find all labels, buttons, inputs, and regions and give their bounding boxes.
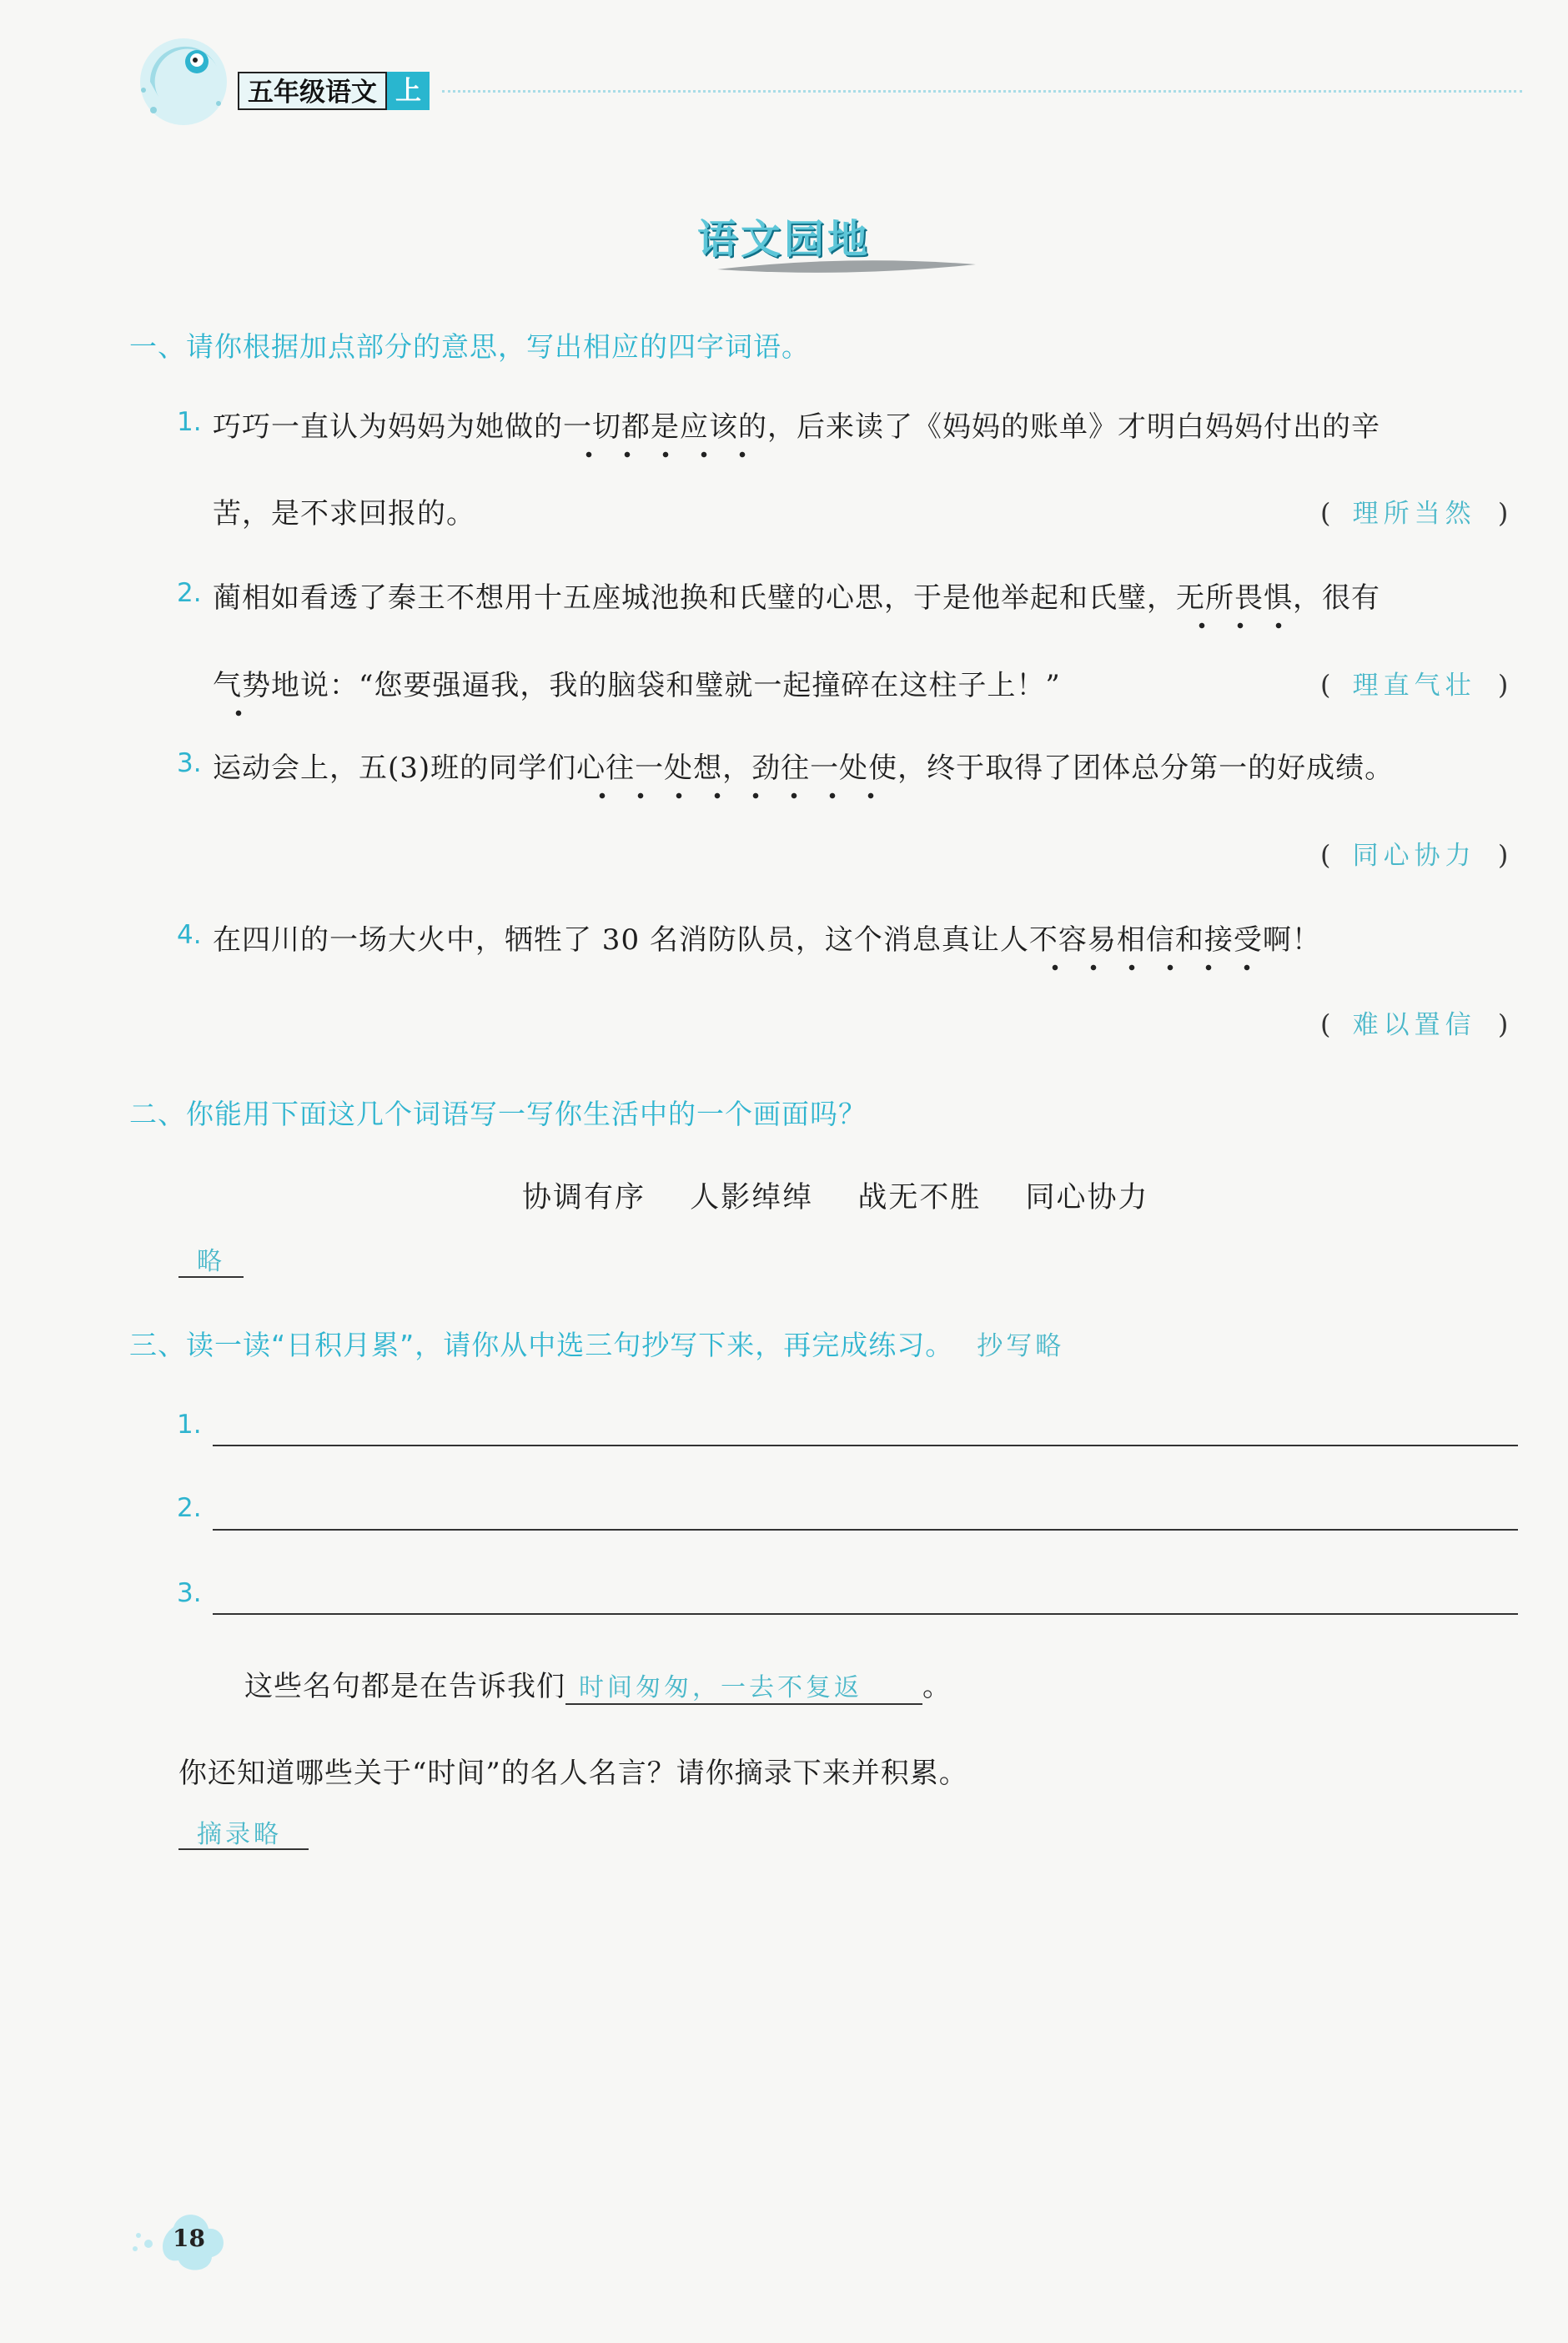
item1-line2: 苦，是不求回报的。: [213, 497, 475, 530]
item2-line1: [213, 575, 1380, 616]
grade-badge: [238, 72, 430, 110]
item1-line1: [213, 404, 1380, 445]
semester-label: 上: [387, 72, 430, 110]
item1: [177, 407, 202, 437]
item3-answer-box: [1320, 834, 1508, 872]
word-list: [522, 1174, 1148, 1216]
item3-dotted-phrase: 心往一处想，劲往一处使: [576, 752, 897, 800]
copy-line-1[interactable]: [213, 1443, 1518, 1446]
word-3: 战无不胜: [857, 1181, 982, 1214]
item2: [177, 578, 202, 608]
item1-dotted-phrase: 一切都是应该的: [563, 410, 767, 459]
item2-text-line2: 地说：“您要强逼我，我的脑袋和璧就一起撞碎在这柱子上！”: [271, 669, 1061, 702]
item1-text-pre: 巧巧一直认为妈妈为她做的: [213, 410, 563, 444]
paren-open: (: [1320, 669, 1331, 701]
item4: [177, 920, 202, 950]
item1-answer-box: [1320, 492, 1508, 530]
section3-heading: [129, 1324, 1064, 1363]
item4-answer: 难以置信: [1352, 1010, 1476, 1040]
item4-text-post: 啊！: [1262, 923, 1321, 957]
item4-line1: [213, 917, 1321, 958]
section3-heading-text: 三、读一读“日积月累”，请你从中选三句抄写下来，再完成练习。: [129, 1329, 954, 1361]
item3-text-pre: 运动会上，五(3)班的同学们: [213, 752, 577, 785]
item2-answer: 理直气壮: [1352, 671, 1476, 701]
item1-text-post: ，后来读了《妈妈的账单》才明白妈妈付出的辛: [767, 410, 1380, 444]
word-4: 同心协力: [1025, 1181, 1149, 1214]
item3-number: 3.: [177, 748, 202, 778]
paren-open: (: [1320, 1008, 1331, 1040]
paren-open: (: [1320, 497, 1331, 529]
word-1: 协调有序: [522, 1181, 646, 1214]
copy-line-2-number: 2.: [177, 1493, 202, 1523]
item4-answer-box: [1320, 1003, 1508, 1041]
copy-line-3[interactable]: [213, 1611, 1518, 1615]
paren-open: (: [1320, 839, 1331, 871]
item2-answer-box: [1320, 664, 1508, 701]
copy-line-2[interactable]: [213, 1527, 1518, 1531]
grade-label: 五年级语文: [238, 72, 387, 110]
paren-close: ): [1497, 669, 1509, 701]
item2-number: 2.: [177, 578, 202, 608]
item3-answer: 同心协力: [1352, 841, 1476, 871]
section3-question: 你还知道哪些关于“时间”的名人名言？请你摘录下来并积累。: [178, 1757, 968, 1790]
item1-answer: 理所当然: [1352, 499, 1476, 529]
section3-answer-line: [178, 1847, 309, 1850]
item3-text-post: ，终于取得了团体总分第一的好成绩。: [897, 752, 1395, 785]
section3-question-answer: 摘录略: [197, 1820, 282, 1849]
paren-close: ): [1497, 1008, 1509, 1040]
paren-close: ): [1497, 839, 1509, 871]
section2-heading: 二、你能用下面这几个词语写一写你生活中的一个画面吗？: [129, 1098, 867, 1130]
item1-number: 1.: [177, 407, 202, 437]
page-number: 18: [173, 2225, 205, 2252]
item3-line1: [213, 745, 1394, 786]
paren-close: ): [1497, 497, 1509, 529]
item4-dotted-phrase: 不容易相信和接受: [1029, 923, 1263, 972]
word-2: 人影绰绰: [690, 1181, 814, 1214]
fill-sentence-answer: 时间匆匆，一去不复返: [565, 1667, 922, 1705]
section1-heading: 一、请你根据加点部分的意思，写出相应的四字词语。: [129, 330, 810, 363]
section2-answer: 略: [197, 1247, 227, 1276]
fill-sentence: [244, 1663, 952, 1705]
header-logo-illustration: [125, 23, 234, 132]
fill-sentence-pre: 这些名句都是在告诉我们: [244, 1670, 565, 1703]
header-dotted-rule: [442, 90, 1522, 93]
title-underline-decoration: [713, 254, 980, 278]
page-title: 语文园地: [696, 216, 871, 263]
copy-line-3-number: 3.: [177, 1578, 202, 1608]
fill-sentence-post: 。: [922, 1670, 952, 1703]
item3: [177, 748, 202, 778]
section2-answer-line: [178, 1275, 244, 1278]
item2-line2: [213, 662, 1061, 703]
item4-number: 4.: [177, 920, 202, 950]
item2-text-post: ，很有: [1293, 581, 1380, 615]
section3-heading-note: 抄写略: [977, 1331, 1065, 1361]
item2-text-pre: 蔺相如看透了秦王不想用十五座城池换和氏璧的心思，于是他举起和氏璧，: [213, 581, 1176, 615]
item4-text-pre: 在四川的一场大火中，牺牲了 30 名消防队员，这个消息真让人: [213, 923, 1029, 957]
item2-dotted-phrase: 无所畏惧: [1176, 581, 1293, 630]
copy-line-1-number: 1.: [177, 1410, 202, 1440]
item2-dotted-phrase-2: 气势: [213, 669, 271, 717]
